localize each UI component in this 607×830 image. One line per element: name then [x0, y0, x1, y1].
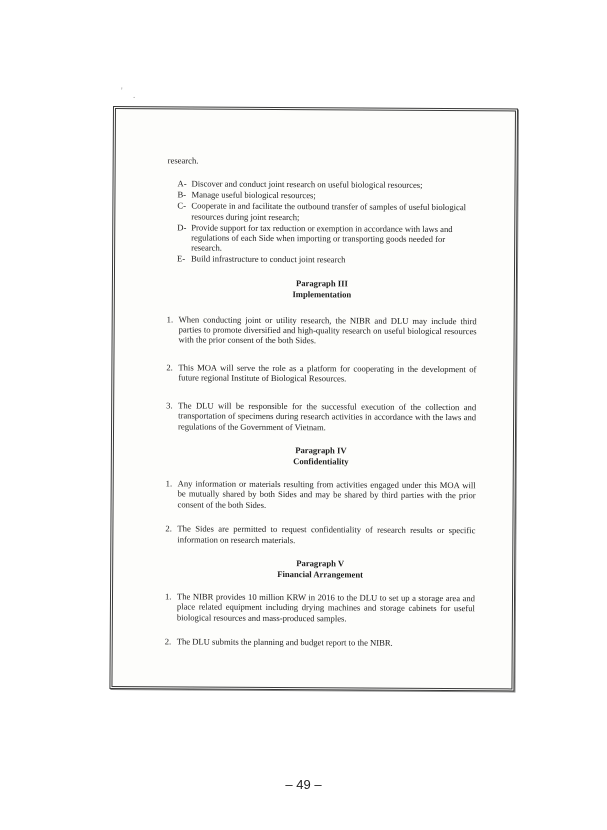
- section-heading-paragraph-iv: Paragraph IV Confidentiality: [293, 445, 349, 467]
- list-item: A- Discover and conduct joint research on useful biological resources;: [177, 178, 423, 191]
- list-item: 2. This MOA will serve the role as a platform for cooperating in the development of future regional Institute of Biological Resources.: [166, 362, 477, 384]
- objectives-list: [177, 179, 478, 266]
- list-item: 2. The Sides are permitted to request confidentiality of research results or specific information on research materials.: [165, 523, 476, 545]
- document-frame: [109, 106, 518, 691]
- document-body: [165, 155, 478, 648]
- list-item: B- Manage useful biological resources;: [177, 189, 316, 201]
- list-item: 1. Any information or materials resulting from activities engaged under this MOA will be mutually shared by both Sides and may be shared by third parties with the prior consent of the both Sides.: [165, 478, 476, 510]
- list-item: 2. The DLU submits the planning and budget report to the NIBR.: [164, 636, 393, 648]
- list-item: 3. The DLU will be responsible for the successful execution of the collection and transportation of specimens during research activities in accordance with the laws and regulations of the Government of Vietnam.: [166, 400, 477, 432]
- list-item: E- Build infrastructure to conduct joint research: [177, 253, 346, 265]
- list-item: C- Cooperate in and facilitate the outbound transfer of samples of useful biological resources during joint research;: [177, 200, 467, 222]
- scan-artifact-mark: .: [133, 90, 136, 100]
- scan-artifact-mark: ': [121, 86, 123, 96]
- list-item: 1. The NIBR provides 10 million KRW in 2016 to the DLU to set up a storage area and place related equipment including drying machines and storage cabinets for useful biological resources and mass-produced samples.: [164, 591, 476, 624]
- section-heading-paragraph-v: Paragraph V Financial Arrangement: [277, 558, 364, 580]
- section-heading-paragraph-iii: Paragraph III Implementation: [292, 277, 352, 300]
- list-item: D- Provide support for tax reduction or exemption in accordance with laws and regulations of each Side when importing or transporting goods needed for research.: [177, 221, 453, 254]
- list-item: 1. When conducting joint or utility research, the NIBR and DLU may include third parties to promote diversified and high-quality research on useful biological resources with the prior consent of the both Sides.: [166, 313, 477, 346]
- intro-text: research.: [167, 155, 199, 166]
- page-number: – 49 –: [285, 777, 322, 792]
